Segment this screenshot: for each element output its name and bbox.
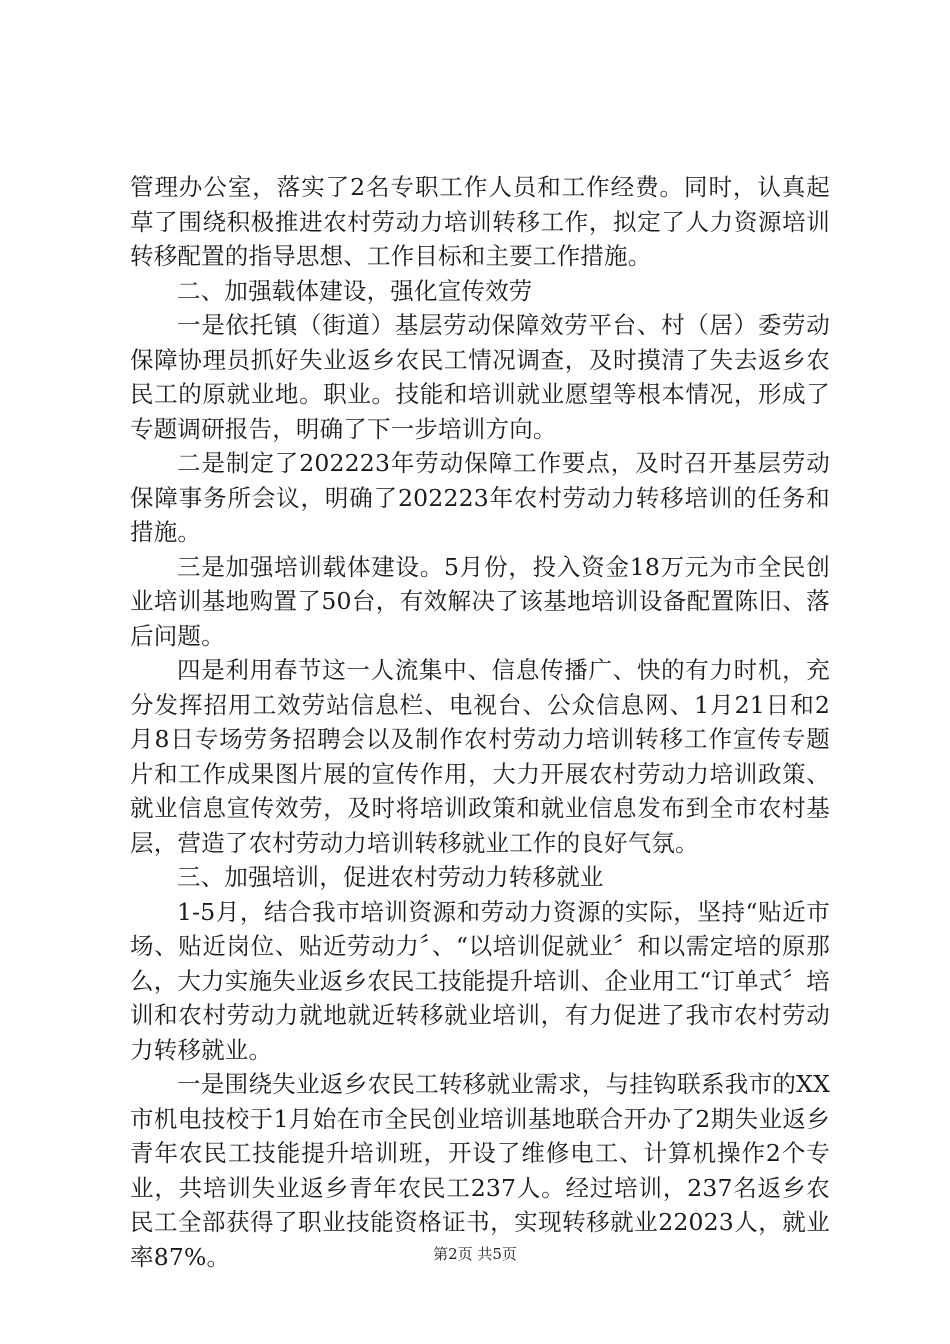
paragraph-item-1: 一是依托镇（街道）基层劳动保障效劳平台、村（居）委劳动保障协理员抓好失业返乡农民工情况调查，及时摸清了失去返乡农民工的原就业地。职业。技能和培训就业愿望等根本情况，形成了专题调研报告，明确了下一步培训方向。: [130, 311, 830, 443]
paragraph-item-2: 二是制定了202223年劳动保障工作要点，及时召开基层劳动保障事务所会议，明确了202223年农村劳动力转移培训的任务和措施。: [130, 449, 830, 546]
section-heading-3: 三、加强培训，促进农村劳动力转移就业: [177, 863, 604, 891]
page-number-footer: 第2页 共5页: [433, 1245, 517, 1263]
document-body: [130, 170, 830, 1274]
paragraph-item-3: 三是加强培训载体建设。5月份，投入资金18万元为市全民创业培训基地购置了50台，有效解决了该基地培训设备配置陈旧、落后问题。: [130, 552, 830, 650]
section-heading-2: 二、加强载体建设，强化宣传效劳: [177, 276, 533, 305]
paragraph-continuation: 管理办公室，落实了2名专职工作人员和工作经费。同时，认真起草了围绕积极推进农村劳动力培训转移工作，拟定了人力资源培训转移配置的指导思想、工作目标和主要工作措施。: [130, 173, 830, 270]
paragraph-training-item-1: 一是围绕失业返乡农民工转移就业需求，与挂钩联系我市的XX市机电技校于1月始在市全民创业培训基地联合开办了2期失业返乡青年农民工技能提升培训班，开设了维修电工、计算机操作2个专业，共培训失业返乡青年农民工237人。经过培训，237名返乡农民工全部获得了职业技能资格证书，实现转移就业22023人，就业率87%。: [130, 1070, 830, 1271]
paragraph-training-summary: 1-5月，结合我市培训资源和劳动力资源的实际，坚持“贴近市场、贴近岗位、贴近劳动力〞、“以培训促就业〞和以需定培的原那么，大力实施失业返乡农民工技能提升培训、企业用工“订单式〞培训和农村劳动力就地就近转移就业培训，有力促进了我市农村劳动力转移就业。: [130, 897, 830, 1064]
paragraph-item-4: 四是利用春节这一人流集中、信息传播广、快的有力时机，充分发挥招用工效劳站信息栏、电视台、公众信息网、1月21日和2月8日专场劳务招聘会以及制作农村劳动力培训转移工作宣传专题片和工作成果图片展的宣传作用，大力开展农村劳动力培训政策、就业信息宣传效劳，及时将培训政策和就业信息发布到全市农村基层，营造了农村劳动力培训转移就业工作的良好气氛。: [130, 656, 830, 857]
